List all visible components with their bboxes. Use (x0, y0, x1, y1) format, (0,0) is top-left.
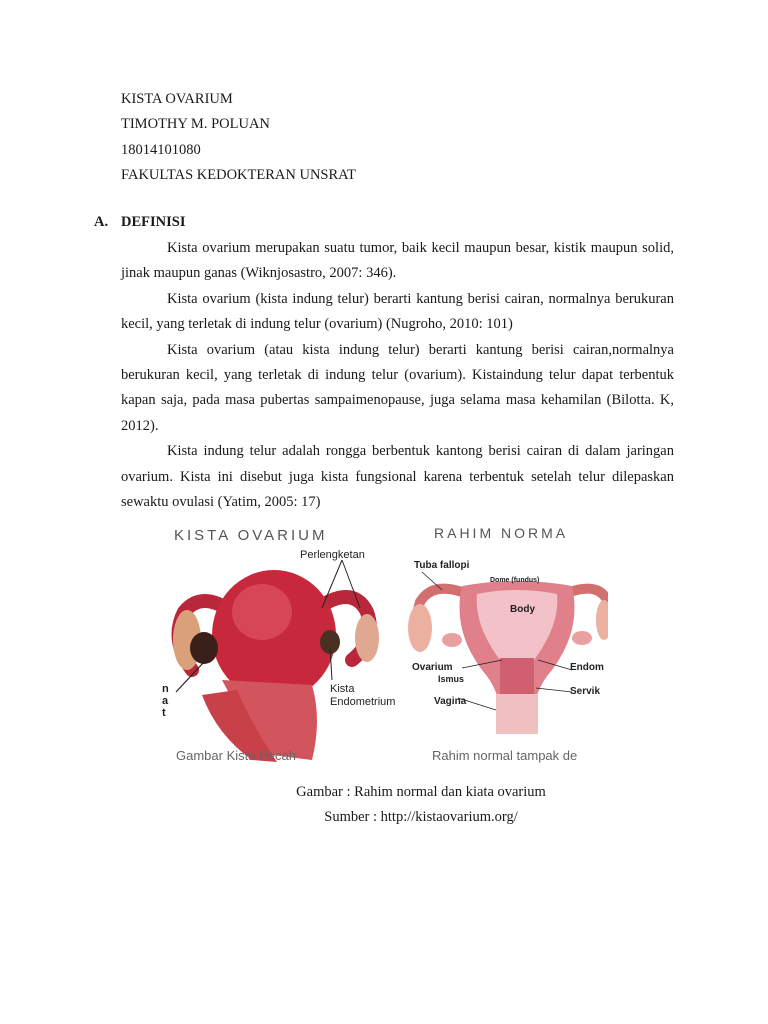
paragraph: Kista ovarium merupakan suatu tumor, baik kecil maupun besar, kistik maupun solid, jinak maupun ganas (Wiknjosastro, 2007: 346). (121, 240, 674, 282)
paragraph: Kista ovarium (atau kista indung telur) berarti kantung berisi cairan,normalnya berukuran kecil, yang terletak di indung telur (ovarium). Kistaindung telur dapat terbentuk kapan saja, pada masa pubertas sampaimenopause, juga selama masa kehamilan (Bilotta. K, 2012). (121, 341, 674, 434)
right-right-tube-shape (570, 589, 608, 602)
figure-right-title: RAHIM NORMA (434, 525, 569, 541)
faculty-name: FAKULTAS KEDOKTERAN UNSRAT (121, 166, 356, 183)
label-endom: Endom (570, 662, 604, 673)
cervix-shape (500, 658, 534, 694)
label-left-edge: a (162, 695, 169, 707)
section-body (121, 236, 674, 515)
figure-left-title: KISTA OVARIUM (174, 527, 328, 544)
uterus-illustration (162, 520, 608, 766)
label-left-edge: n (162, 683, 169, 695)
section-title: DEFINISI (121, 214, 186, 230)
label-perlengketan: Perlengketan (300, 549, 365, 561)
label-left-edge: t (162, 707, 166, 719)
label-vagina: Vagina (434, 696, 467, 707)
figure-left-caption: Gambar Kista Pecah (176, 748, 296, 763)
ovary-left-shape (442, 633, 462, 647)
label-kista: Kista (330, 683, 355, 695)
figure-source: Sumber : http://kistaovarium.org/ (324, 809, 518, 825)
label-endometrium: Endometrium (330, 696, 396, 708)
paragraph: Kista ovarium (kista indung telur) berarti kantung berisi cairan, normalnya berukuran kecil, yang terletak di indung telur (ovarium) (Nugroho, 2010: 101) (121, 290, 674, 333)
document-title: KISTA OVARIUM (121, 91, 233, 107)
right-fimbria-shape (355, 614, 379, 662)
section-heading (94, 210, 185, 234)
uterus-highlight-shape (232, 584, 292, 640)
uterus-figure (162, 520, 608, 766)
figure-caption: Gambar : Rahim normal dan kiata ovarium (296, 784, 546, 800)
document-header (121, 87, 356, 188)
author-name: TIMOTHY M. POLUAN (121, 116, 270, 133)
right-fimbria-left-shape (408, 604, 432, 652)
label-tuba: Tuba fallopi (414, 560, 470, 571)
paragraph: Kista indung telur adalah rongga berbentuk kantong berisi cairan di dalam jaringan ovarium. Kista ini disebut juga kista fungsional karena terbentuk setelah telur dilepaskan sewaktu ovulasi (Yatim, 2005: 17) (121, 443, 674, 511)
figure-right-caption: Rahim normal tampak de (432, 748, 578, 763)
servik-line (536, 688, 572, 692)
label-servik: Servik (570, 686, 601, 697)
section-letter: A. (94, 214, 109, 230)
right-fimbria-right-shape (596, 600, 608, 640)
vagina-shape (496, 694, 538, 734)
ruptured-cyst-shape (190, 632, 218, 664)
label-ovarium: Ovarium (412, 662, 453, 673)
ovary-right-shape (572, 631, 592, 645)
label-dome: Dome (fundus) (490, 577, 540, 584)
label-ismus: Ismus (438, 674, 465, 684)
label-body: Body (510, 604, 535, 615)
student-id: 18014101080 (121, 141, 201, 158)
